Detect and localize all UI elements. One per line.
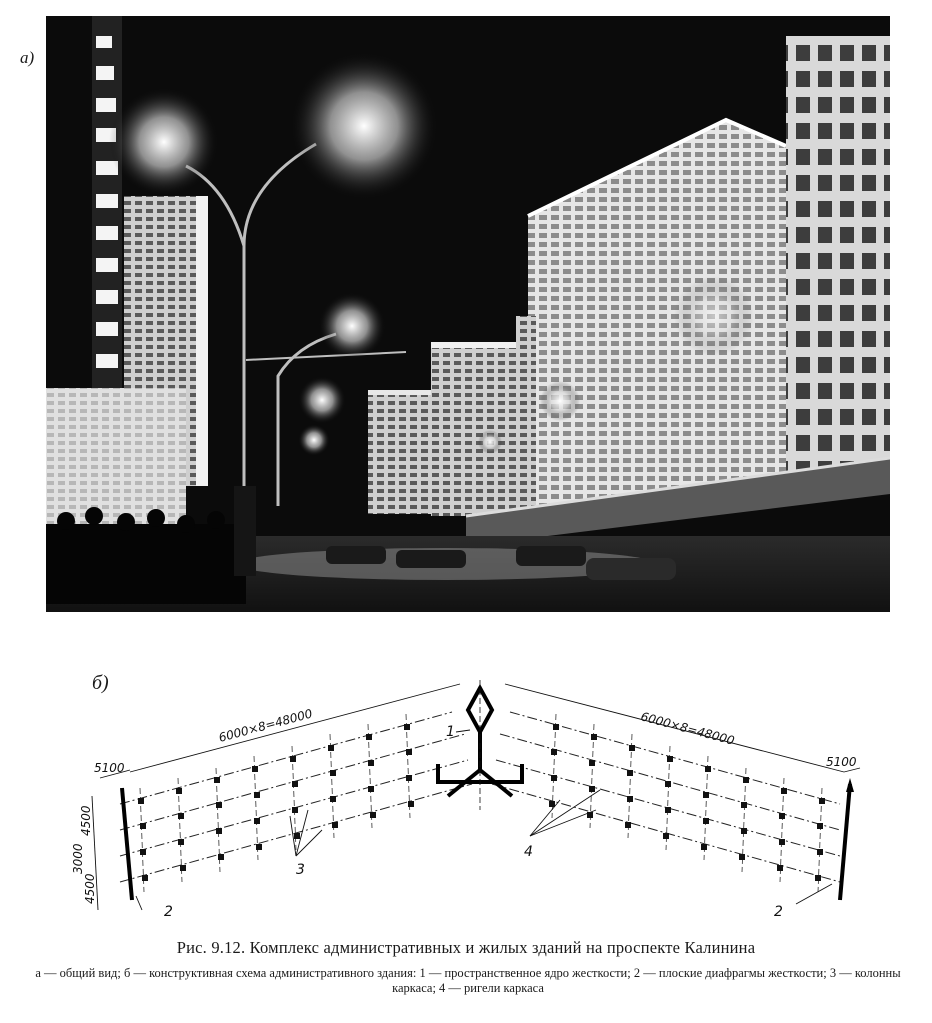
callout-4: 4 — [524, 844, 533, 860]
structural-scheme — [60, 660, 900, 930]
lamp-glow-3 — [318, 292, 386, 360]
figure-caption-legend: а — общий вид; б — конструктивная схема административного здания: 1 — пространственное ядро жесткости; 2 — плоские диафрагмы жесткости; 3 — колонны каркаса; 4 — ригели каркаса — [35, 966, 901, 995]
span-label-right: 6000×8=48000 — [639, 709, 737, 748]
callout-2-left: 2 — [164, 904, 173, 920]
night-street-photo — [46, 16, 890, 612]
left-wing-grid — [120, 712, 472, 882]
callout-3: 3 — [296, 862, 305, 878]
figure-caption-title: Рис. 9.12. Комплекс административных и жилых зданий на проспекте Калинина — [176, 938, 756, 957]
panel-label-a: а) — [20, 48, 35, 67]
right-wing-grid — [492, 712, 840, 882]
span-label-left: 6000×8=48000 — [217, 706, 314, 745]
far-building-3 — [368, 390, 438, 514]
end-label-left: 5100 — [94, 761, 125, 775]
bay-label-mid: 3000 — [71, 843, 85, 874]
lamp-glow-2 — [109, 87, 219, 197]
callout-1: 1 — [446, 724, 455, 740]
panel-label-b: б) — [92, 672, 109, 694]
bay-label-top: 4500 — [79, 805, 93, 836]
end-label-right: 5100 — [826, 755, 857, 769]
lamp-glow-1 — [289, 51, 439, 201]
callout-2-right: 2 — [774, 904, 783, 920]
diaphragm-right — [840, 784, 850, 900]
right-tower — [786, 36, 890, 476]
diaphragm-left — [122, 788, 132, 900]
leader-lines — [136, 730, 832, 910]
bay-label-bot: 4500 — [83, 873, 97, 904]
